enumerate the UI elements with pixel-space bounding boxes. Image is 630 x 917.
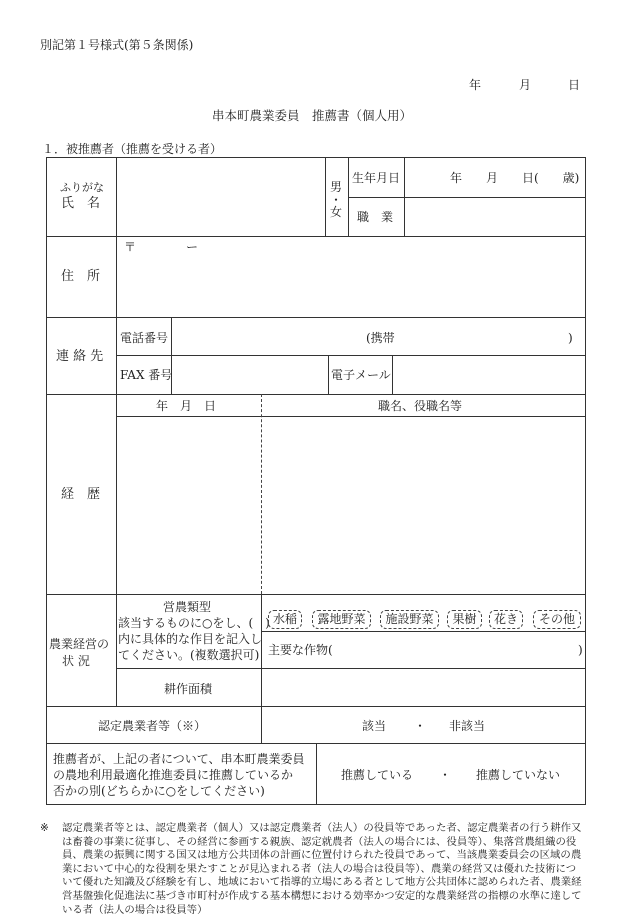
farm-type-other[interactable]: その他 xyxy=(533,610,581,629)
farm-status-label-2: 状 況 xyxy=(62,654,90,668)
not-recommending-option[interactable]: 推薦していない xyxy=(476,768,561,782)
farm-type-greenhouse-vegetables[interactable]: 施設野菜 xyxy=(380,610,439,629)
sex-female[interactable]: 女 xyxy=(330,205,343,219)
main-crop-label: 主要な作物( xyxy=(268,643,333,657)
date-day: 日 xyxy=(568,78,581,92)
footnote-text: 認定農業者等とは、認定農業者（個人）又は認定農業者（法人）の役員等であった者、認定農業者の行う耕作又は畜養の事業に従事し、その経営に参画する親族、認定就農者（法人の場合には、役員等）、集落営農組織の役員、農業の振興に関する国又は地方公共団体の計画に位置付けられた役員であって、当該農業委員会の区域の農業において中心的な役割を果たすことが見込まれる者（法人の場合は役員等）、農業の経営又は優れた技術について優れた知識及び経験を有し、地域において指導的立場にある者として地方公共団体に認められた者、農業経営基盤強化促進法に基づき市町村が作成する基本構想における効率かつ安定的な農業経営の指標の水準に達している者（法人の場合は役員等） xyxy=(62,822,582,916)
sex-male[interactable]: 男 xyxy=(330,180,343,194)
recommending-option[interactable]: 推薦している xyxy=(341,768,414,782)
contact-label: 連 絡 先 xyxy=(56,349,104,364)
fax-label: FAX 番号 xyxy=(120,368,173,382)
mobile-label: (携帯 xyxy=(366,331,395,345)
name-field[interactable] xyxy=(117,158,325,236)
recommend-question-3: 否かの別(どちらかに○をしてください) xyxy=(53,784,265,798)
farm-type-flowers[interactable]: 花き xyxy=(489,610,523,629)
postal-mark: 〒 xyxy=(124,240,137,254)
address-field[interactable] xyxy=(117,256,585,316)
footnote-mark: ※ xyxy=(40,822,49,834)
cultivated-area-field[interactable] xyxy=(263,670,585,705)
name-label: 氏 名 xyxy=(61,196,101,211)
certified-applicable-option[interactable]: 該当 xyxy=(362,719,387,733)
career-label: 経 歴 xyxy=(61,487,101,502)
furigana-label: ふりがな xyxy=(60,181,104,194)
form-number: 別記第１号様式(第５条関係) xyxy=(40,38,194,52)
career-date-header: 年 月 日 xyxy=(156,399,217,413)
birth-label: 生年月日 xyxy=(352,171,401,185)
address-label: 住 所 xyxy=(61,269,101,284)
phone-label: 電話番号 xyxy=(120,331,169,345)
certified-farmer-label: 認定農業者等（※） xyxy=(98,719,207,733)
main-crop-close: ) xyxy=(578,643,583,657)
job-label: 職 業 xyxy=(357,210,394,224)
email-label: 電子メール xyxy=(331,368,391,382)
fax-field[interactable] xyxy=(172,356,328,394)
date-month: 月 xyxy=(519,78,532,92)
recommend-question-2: の農地利用最適化推進委員に推薦しているか xyxy=(53,768,294,782)
section-heading: １．被推薦者（推薦を受ける者） xyxy=(42,142,223,156)
sex-separator: ・ xyxy=(330,193,343,207)
page-title: 串本町農業委員 推薦書（個人用） xyxy=(212,108,413,123)
cultivated-area-label: 耕作面積 xyxy=(164,682,213,696)
main-crop-field[interactable] xyxy=(345,633,575,667)
career-title-field[interactable] xyxy=(263,417,585,593)
mobile-field[interactable] xyxy=(405,318,565,355)
postal-dash: ー xyxy=(186,240,199,254)
farm-type-instruction-3: てください。(複数選択可) xyxy=(118,648,260,662)
certified-not-applicable-option[interactable]: 非該当 xyxy=(449,719,486,733)
farm-type-rice[interactable]: 水稲 xyxy=(268,610,302,629)
date-year: 年 xyxy=(469,78,482,92)
farm-type-title: 営農類型 xyxy=(163,600,212,614)
farm-type-fruit-trees[interactable]: 果樹 xyxy=(447,610,482,629)
email-field[interactable] xyxy=(393,356,585,394)
mobile-close: ) xyxy=(568,331,573,345)
recommend-question-1: 推薦者が、上記の者について、串本町農業委員 xyxy=(53,752,305,766)
farm-status-label-1: 農業経営の xyxy=(49,637,110,651)
career-date-field[interactable] xyxy=(117,417,260,593)
career-title-header: 職名、役職名等 xyxy=(378,399,463,413)
certified-option-separator: ・ xyxy=(414,719,427,733)
birth-value[interactable]: 年 月 日( 歳) xyxy=(450,171,580,185)
farm-type-instruction-2: 内に具体的な作目を記入し xyxy=(118,632,263,646)
phone-field[interactable] xyxy=(172,318,362,355)
farm-type-instruction-1: 該当するものに○をし、( ) xyxy=(118,616,270,630)
recommend-option-separator: ・ xyxy=(439,768,452,782)
farm-type-open-field-vegetables[interactable]: 露地野菜 xyxy=(312,610,371,629)
job-field[interactable] xyxy=(405,198,585,236)
